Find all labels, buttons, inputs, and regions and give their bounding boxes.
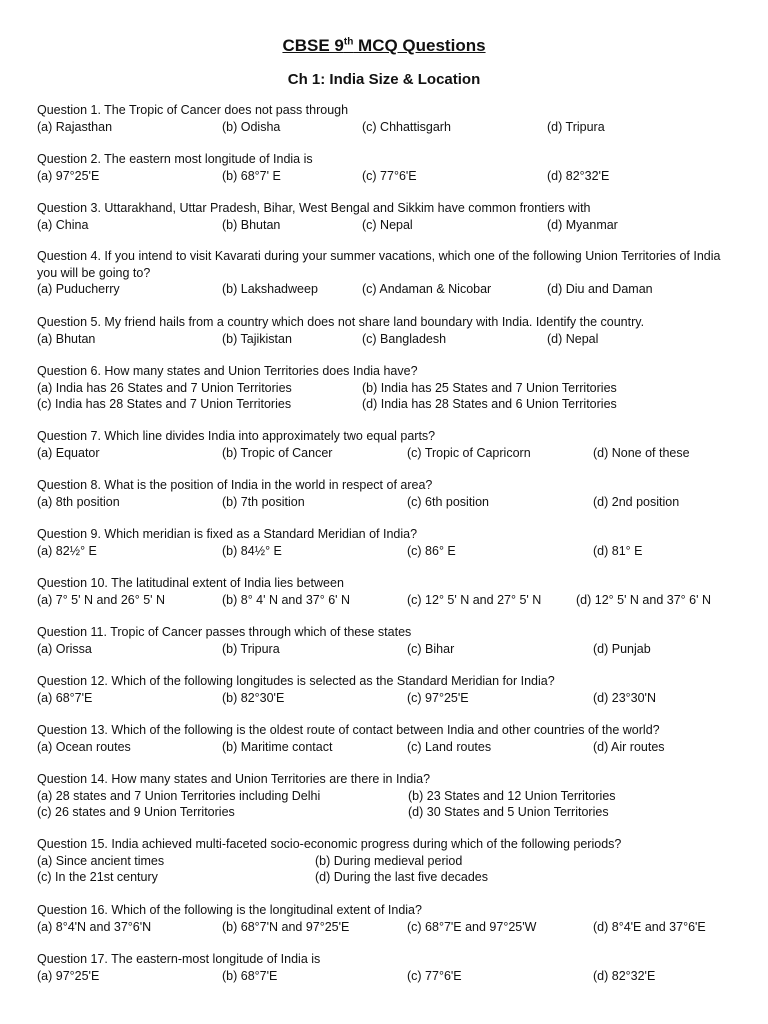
question-text: Question 10. The latitudinal extent of India lies between: [37, 576, 344, 590]
question-text: Question 16. Which of the following is the longitudinal extent of India?: [37, 903, 422, 917]
answer-option: (d) 23°30'N: [593, 690, 656, 705]
answer-option: (b) 8° 4' N and 37° 6' N: [222, 592, 351, 607]
answer-option: (a) 97°25'E: [37, 968, 100, 983]
answer-option: (c) 12° 5' N and 27° 5' N: [407, 592, 542, 607]
answer-option: (a) 82½° E: [37, 543, 97, 558]
answer-option: (d) Myanmar: [547, 217, 618, 232]
answer-option: (d) Nepal: [547, 331, 599, 346]
option-row: [37, 331, 737, 348]
question-3: [37, 200, 737, 233]
option-row: [37, 281, 737, 298]
question-4: [37, 248, 737, 298]
question-13: [37, 722, 737, 755]
answer-option: (d) Diu and Daman: [547, 282, 653, 296]
answer-option: (a) Puducherry: [37, 282, 120, 296]
question-1: [37, 102, 737, 135]
answer-option: (b) 84½° E: [222, 543, 282, 558]
option-row: [37, 445, 737, 462]
option-row: [37, 804, 737, 821]
answer-option: (b) 68°7'E: [222, 968, 278, 983]
answer-option: (d) Punjab: [593, 641, 651, 656]
question-7: [37, 428, 737, 461]
option-row: [37, 641, 737, 658]
answer-option: (d) None of these: [593, 445, 690, 460]
answer-option: (b) 68°7' E: [222, 168, 281, 183]
answer-option: (d) 12° 5' N and 37° 6' N: [576, 592, 711, 607]
question-text: Question 9. Which meridian is fixed as a Standard Meridian of India?: [37, 527, 418, 541]
question-text: Question 6. How many states and Union Territories does India have?: [37, 364, 418, 378]
option-row: [37, 380, 737, 397]
question-text: Question 11. Tropic of Cancer passes through which of these states: [37, 625, 412, 639]
question-text: Question 1. The Tropic of Cancer does not pass through: [37, 103, 349, 117]
answer-option: (d) Air routes: [593, 739, 665, 754]
question-text: Question 14. How many states and Union Territories are there in India?: [37, 772, 431, 786]
question-text: Question 2. The eastern most longitude of India is: [37, 152, 313, 166]
question-text: Question 13. Which of the following is the oldest route of contact between India and other countries of the world?: [37, 723, 660, 737]
answer-option: (b) Maritime contact: [222, 739, 333, 754]
answer-option: (a) 97°25'E: [37, 168, 100, 183]
answer-option: (a) 8°4'N and 37°6'N: [37, 919, 152, 934]
question-12: [37, 673, 737, 706]
answer-option: (c) 77°6'E: [407, 968, 462, 983]
answer-option: (b) India has 25 States and 7 Union Territories: [362, 380, 617, 395]
answer-option: (c) 86° E: [407, 543, 456, 558]
option-row: [37, 919, 737, 936]
answer-option: (b) Tajikistan: [222, 331, 292, 346]
question-15: [37, 836, 737, 886]
answer-option: (a) Rajasthan: [37, 119, 113, 134]
option-row: [37, 788, 737, 805]
answer-option: (b) Tropic of Cancer: [222, 445, 333, 460]
question-text: Question 15. India achieved multi-faceted socio-economic progress during which of the following periods?: [37, 837, 622, 851]
answer-option: (a) 28 states and 7 Union Territories including Delhi: [37, 788, 321, 803]
question-text: Question 12. Which of the following longitudes is selected as the Standard Meridian for India?: [37, 674, 555, 688]
answer-option: (d) 8°4'E and 37°6'E: [593, 919, 706, 934]
answer-option: (d) 81° E: [593, 543, 643, 558]
answer-option: (a) Since ancient times: [37, 853, 165, 868]
answer-option: (a) Ocean routes: [37, 739, 131, 754]
answer-option: (b) Tripura: [222, 641, 280, 656]
answer-option: (c) 26 states and 9 Union Territories: [37, 805, 235, 819]
answer-option: (b) 7th position: [222, 494, 305, 509]
answer-option: (a) India has 26 States and 7 Union Territories: [37, 380, 292, 395]
question-text: Question 5. My friend hails from a country which does not share land boundary with India. Identify the country.: [37, 315, 645, 329]
answer-option: (b) 68°7'N and 97°25'E: [222, 919, 350, 934]
answer-option: (c) 77°6'E: [362, 168, 417, 183]
answer-option: (c) Bangladesh: [362, 331, 447, 346]
answer-option: (c) India has 28 States and 7 Union Territories: [37, 397, 292, 411]
question-17: [37, 951, 737, 984]
question-6: [37, 363, 737, 413]
answer-option: (c) 97°25'E: [407, 690, 469, 705]
answer-option: (d) 82°32'E: [547, 168, 610, 183]
option-row: [37, 396, 737, 413]
answer-option: (b) 23 States and 12 Union Territories: [408, 788, 616, 803]
question-8: [37, 477, 737, 510]
option-row: [37, 592, 737, 609]
answer-option: (d) India has 28 States and 6 Union Territories: [362, 397, 617, 411]
option-row: [37, 119, 737, 136]
question-5: [37, 314, 737, 347]
option-row: [37, 690, 737, 707]
answer-option: (d) 82°32'E: [593, 968, 656, 983]
answer-option: (c) In the 21st century: [37, 870, 158, 884]
answer-option: (a) 7° 5' N and 26° 5' N: [37, 592, 166, 607]
answer-option: (c) Land routes: [407, 739, 492, 754]
answer-option: (b) Lakshadweep: [222, 282, 318, 296]
question-text: Question 8. What is the position of India in the world in respect of area?: [37, 478, 433, 492]
answer-option: (a) Equator: [37, 445, 100, 460]
option-row: [37, 739, 737, 756]
question-text: Question 17. The eastern-most longitude of India is: [37, 952, 321, 966]
question-text: Question 4. If you intend to visit Kavarati during your summer vacations, which one of the following Union Territories of India you will be going to?: [37, 249, 721, 280]
option-row: [37, 853, 737, 870]
option-row: [37, 168, 737, 185]
answer-option: (c) Chhattisgarh: [362, 119, 451, 134]
answer-option: (d) 30 States and 5 Union Territories: [408, 805, 609, 819]
answer-option: (c) Nepal: [362, 217, 413, 232]
option-row: [37, 543, 737, 560]
answer-option: (a) 68°7'E: [37, 690, 93, 705]
answer-option: (b) Bhutan: [222, 217, 281, 232]
answer-option: (b) 82°30'E: [222, 690, 285, 705]
answer-option: (d) Tripura: [547, 119, 605, 134]
question-14: [37, 771, 737, 821]
question-text: Question 7. Which line divides India into approximately two equal parts?: [37, 429, 436, 443]
answer-option: (a) Bhutan: [37, 331, 96, 346]
question-10: [37, 575, 737, 608]
answer-option: (a) Orissa: [37, 641, 92, 656]
question-16: [37, 902, 737, 935]
title-superscript: th: [343, 36, 354, 48]
answer-option: (c) 6th position: [407, 494, 489, 509]
answer-option: (c) Andaman & Nicobar: [362, 282, 492, 296]
page-title: [0, 36, 768, 56]
answer-option: (d) During the last five decades: [315, 870, 489, 884]
option-row: [37, 217, 737, 234]
answer-option: (b) Odisha: [222, 119, 281, 134]
question-2: [37, 151, 737, 184]
chapter-subtitle: Ch 1: India Size & Location: [287, 71, 481, 88]
option-row: [37, 869, 737, 886]
answer-option: (d) 2nd position: [593, 494, 680, 509]
option-row: [37, 494, 737, 511]
answer-option: (c) 68°7'E and 97°25'W: [407, 919, 537, 934]
answer-option: (b) During medieval period: [315, 853, 463, 868]
question-text: Question 3. Uttarakhand, Uttar Pradesh, Bihar, West Bengal and Sikkim have common frontiers with: [37, 201, 591, 215]
answer-option: (c) Tropic of Capricorn: [407, 445, 531, 460]
title-main: CBSE 9: [282, 36, 344, 55]
option-row: [37, 968, 737, 985]
answer-option: (a) 8th position: [37, 494, 120, 509]
answer-option: (a) China: [37, 217, 89, 232]
question-11: [37, 624, 737, 657]
title-rest: MCQ Questions: [353, 36, 486, 55]
question-9: [37, 526, 737, 559]
answer-option: (c) Bihar: [407, 641, 455, 656]
